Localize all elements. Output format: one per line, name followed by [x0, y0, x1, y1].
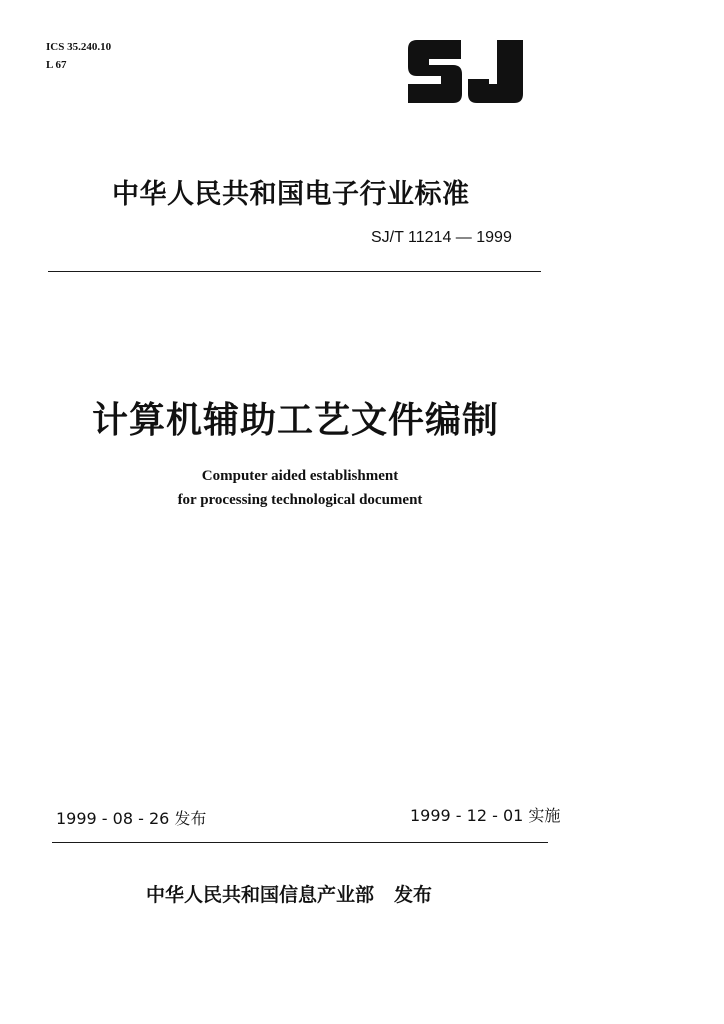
- industry-standard-title: 中华人民共和国电子行业标准: [112, 179, 470, 210]
- top-divider: [48, 271, 541, 272]
- bottom-divider: [52, 842, 548, 843]
- document-title: 计算机辅助工艺文件编制: [92, 400, 500, 441]
- english-title-line-2: for processing technological document: [177, 492, 423, 508]
- sj-logo: [403, 34, 529, 108]
- issuer-name: 中华人民共和国信息产业部: [146, 884, 375, 906]
- ics-code: ICS 35.240.10: [46, 41, 112, 53]
- standard-code: SJ/T 11214 — 1999: [371, 229, 512, 246]
- issuer-line: [146, 880, 432, 907]
- ccs-code: L 67: [46, 59, 67, 71]
- publish-date: 1999 - 08 - 26 发布: [56, 809, 207, 828]
- english-title-line-1: Computer aided establishment: [201, 468, 399, 484]
- classification-codes: [46, 38, 111, 74]
- english-title: [150, 464, 450, 512]
- implement-date: 1999 - 12 - 01 实施: [410, 806, 561, 825]
- issuer-action: 发布: [394, 884, 433, 906]
